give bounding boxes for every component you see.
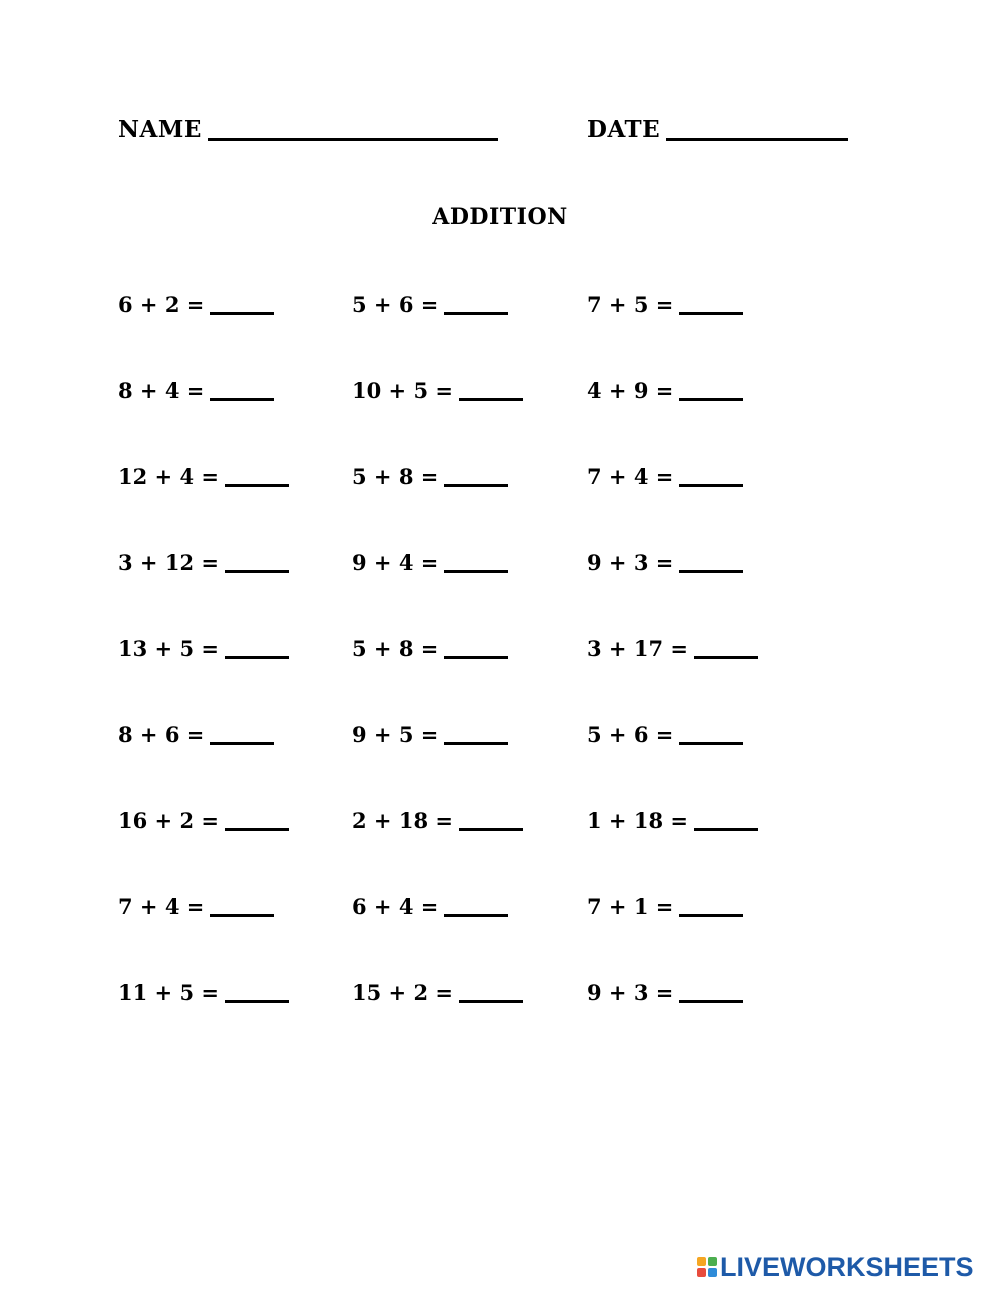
answer-blank[interactable]: [210, 312, 274, 315]
problem-row: [118, 978, 838, 1064]
addition-problem: [118, 892, 274, 922]
addition-problem: [352, 892, 508, 922]
logo-block-red: [697, 1268, 706, 1277]
logo-block-orange: [697, 1257, 706, 1266]
addition-problem: [587, 376, 743, 406]
answer-blank[interactable]: [694, 656, 758, 659]
problem-expression: 8 + 4 =: [118, 378, 205, 403]
name-field[interactable]: [118, 116, 498, 144]
answer-blank[interactable]: [225, 570, 289, 573]
answer-blank[interactable]: [444, 484, 508, 487]
problem-expression: 12 + 4 =: [118, 464, 219, 489]
problem-row: [118, 462, 838, 548]
problem-row: [118, 290, 838, 376]
addition-problem: [352, 290, 508, 320]
problem-expression: 7 + 1 =: [587, 894, 674, 919]
problem-row: [118, 892, 838, 978]
problem-expression: 6 + 2 =: [118, 292, 205, 317]
answer-blank[interactable]: [225, 1000, 289, 1003]
problem-row: [118, 720, 838, 806]
addition-problem: [118, 978, 289, 1008]
date-label: DATE: [587, 116, 661, 143]
date-field[interactable]: [587, 116, 848, 144]
name-label: NAME: [118, 116, 202, 143]
addition-problem: [352, 548, 508, 578]
problem-row: [118, 376, 838, 462]
problem-expression: 3 + 12 =: [118, 550, 219, 575]
addition-problem: [352, 376, 523, 406]
addition-problem: [118, 290, 274, 320]
date-blank-line[interactable]: [666, 138, 848, 141]
worksheet-title: ADDITION: [432, 204, 568, 230]
addition-problem: [587, 290, 743, 320]
answer-blank[interactable]: [679, 484, 743, 487]
problem-expression: 7 + 4 =: [118, 894, 205, 919]
problem-expression: 7 + 5 =: [587, 292, 674, 317]
addition-problem: [118, 376, 274, 406]
answer-blank[interactable]: [444, 914, 508, 917]
addition-problem: [352, 806, 523, 836]
answer-blank[interactable]: [694, 828, 758, 831]
problem-expression: 5 + 8 =: [352, 636, 439, 661]
problem-expression: 7 + 4 =: [587, 464, 674, 489]
addition-problem: [118, 720, 274, 750]
answer-blank[interactable]: [225, 484, 289, 487]
problem-expression: 5 + 6 =: [587, 722, 674, 747]
addition-problem: [352, 978, 523, 1008]
answer-blank[interactable]: [444, 656, 508, 659]
problem-expression: 4 + 9 =: [587, 378, 674, 403]
logo-block-green: [708, 1257, 717, 1266]
problem-expression: 9 + 3 =: [587, 550, 674, 575]
addition-problem: [352, 720, 508, 750]
answer-blank[interactable]: [225, 828, 289, 831]
name-blank-line[interactable]: [208, 138, 498, 141]
logo-block-blue: [708, 1268, 717, 1277]
problem-expression: 13 + 5 =: [118, 636, 219, 661]
answer-blank[interactable]: [679, 398, 743, 401]
answer-blank[interactable]: [459, 1000, 523, 1003]
problem-expression: 10 + 5 =: [352, 378, 453, 403]
problem-expression: 5 + 6 =: [352, 292, 439, 317]
addition-problem: [587, 978, 743, 1008]
addition-problem: [118, 806, 289, 836]
answer-blank[interactable]: [679, 1000, 743, 1003]
addition-problem: [352, 462, 508, 492]
addition-problem: [587, 892, 743, 922]
problem-expression: 8 + 6 =: [118, 722, 205, 747]
addition-problem: [118, 634, 289, 664]
liveworksheets-logo: [697, 1252, 974, 1282]
problem-row: [118, 806, 838, 892]
problem-expression: 11 + 5 =: [118, 980, 219, 1005]
answer-blank[interactable]: [679, 742, 743, 745]
problem-expression: 3 + 17 =: [587, 636, 688, 661]
liveworksheets-logo-icon: [697, 1257, 717, 1277]
problem-grid: [118, 290, 838, 1064]
answer-blank[interactable]: [459, 398, 523, 401]
problem-expression: 6 + 4 =: [352, 894, 439, 919]
addition-problem: [587, 634, 758, 664]
problem-expression: 1 + 18 =: [587, 808, 688, 833]
answer-blank[interactable]: [444, 312, 508, 315]
problem-row: [118, 548, 838, 634]
addition-problem: [352, 634, 508, 664]
addition-problem: [587, 720, 743, 750]
addition-problem: [587, 806, 758, 836]
answer-blank[interactable]: [679, 570, 743, 573]
problem-expression: 2 + 18 =: [352, 808, 453, 833]
answer-blank[interactable]: [679, 312, 743, 315]
answer-blank[interactable]: [459, 828, 523, 831]
answer-blank[interactable]: [444, 742, 508, 745]
answer-blank[interactable]: [444, 570, 508, 573]
problem-expression: 9 + 4 =: [352, 550, 439, 575]
answer-blank[interactable]: [210, 914, 274, 917]
answer-blank[interactable]: [210, 742, 274, 745]
answer-blank[interactable]: [679, 914, 743, 917]
problem-expression: 16 + 2 =: [118, 808, 219, 833]
problem-expression: 9 + 3 =: [587, 980, 674, 1005]
problem-expression: 15 + 2 =: [352, 980, 453, 1005]
answer-blank[interactable]: [225, 656, 289, 659]
addition-problem: [587, 462, 743, 492]
logo-text: LIVEWORKSHEETS: [720, 1252, 974, 1282]
addition-problem: [587, 548, 743, 578]
problem-expression: 5 + 8 =: [352, 464, 439, 489]
addition-problem: [118, 548, 289, 578]
problem-row: [118, 634, 838, 720]
problem-expression: 9 + 5 =: [352, 722, 439, 747]
addition-problem: [118, 462, 289, 492]
answer-blank[interactable]: [210, 398, 274, 401]
